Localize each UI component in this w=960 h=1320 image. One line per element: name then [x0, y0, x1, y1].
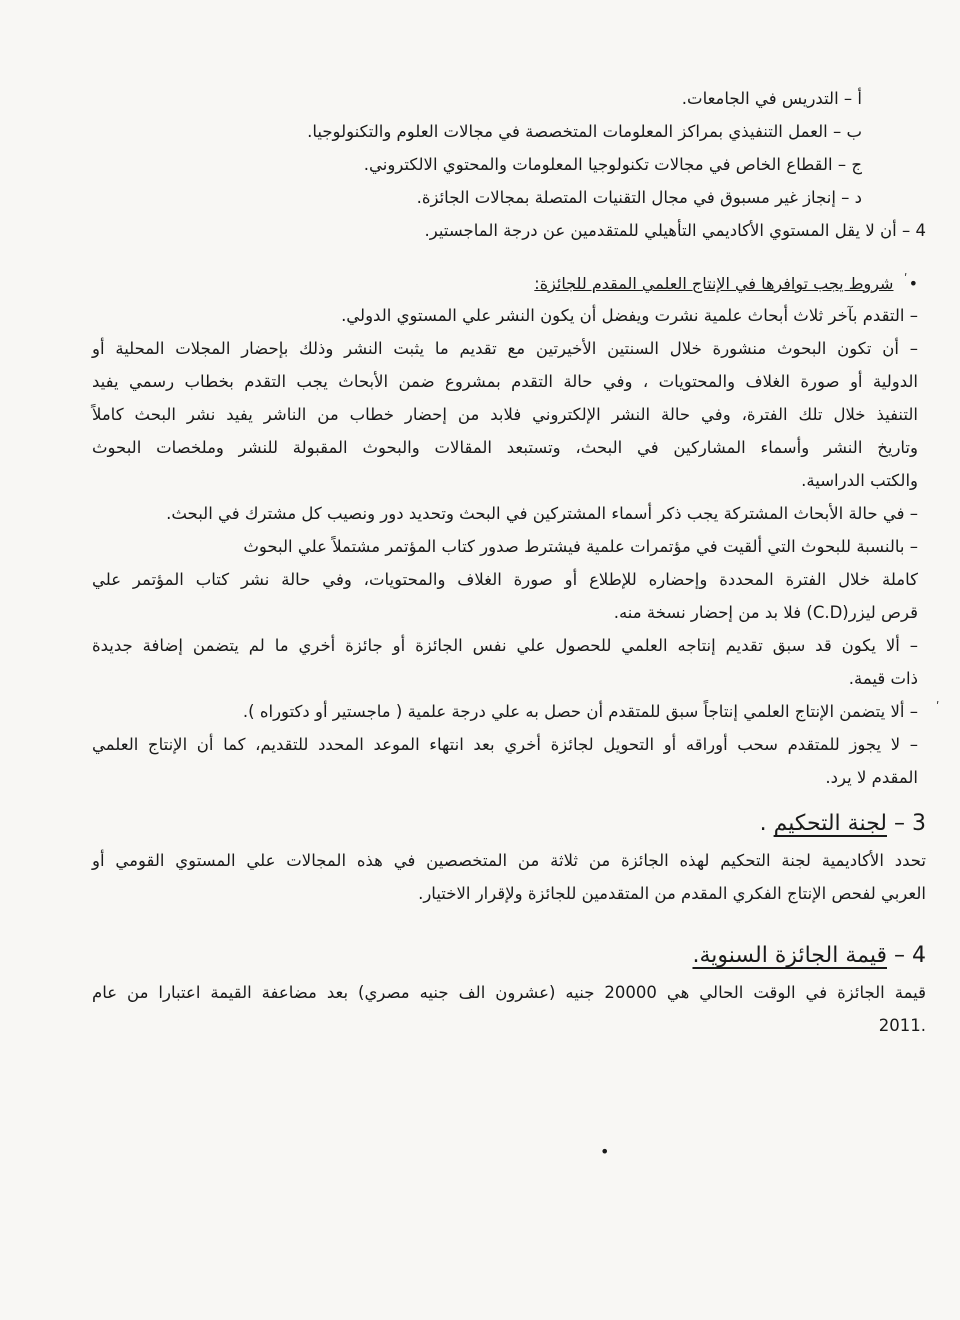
condition-3: – في حالة الأبحاث المشتركة يجب ذكر أسماء المشتركين في البحث وتحديد دور ونصيب كل مشترك في البحث. — [166, 504, 918, 523]
criteria-item-b: ب – العمل التنفيذي بمراكز المعلومات المتخصصة في مجالات العلوم والتكنولوجيا. — [307, 122, 862, 141]
condition-4-line-3: قرص ليزر(C.D) فلا بد من إحضار نسخة منه. — [613, 603, 918, 622]
section-4-line-2: .2011 — [878, 1016, 926, 1035]
stray-dot-mark: • — [600, 1142, 610, 1161]
condition-4-line-2: كاملة خلال الفترة المحددة وإحضاره للإطلاع أو صورة الغلاف والمحتويات، وفي حالة نشر كتاب المؤتمر علي — [92, 570, 918, 589]
section-3-title: لجنة التحكيم — [773, 811, 887, 836]
condition-7-line-1: – لا يجوز للمتقدم سحب أوراقه أو التحويل لجائزة أخري بعد انتهاء الموعد المحدد للتقديم، كما أن الإنتاج العلمي — [92, 735, 918, 754]
section-4-title: قيمة الجائزة السنوية. — [692, 943, 887, 968]
stray-tick-mark-2: ʹ — [936, 700, 940, 714]
conditions-heading — [92, 269, 926, 299]
condition-6: – ألا يتضمن الإنتاج العلمي إنتاجاً سبق للمتقدم أن حصل به علي درجة علمية ( ماجستير أو دكتوراه ). — [242, 702, 918, 721]
stray-tick-mark: ʹ — [904, 272, 908, 286]
condition-1: – التقدم بآخر ثلاث أبحاث علمية نشرت ويفضل أن يكون النشر علي المستوي الدولي. — [341, 306, 918, 325]
section-4-heading — [92, 936, 926, 976]
section-4-line-1: قيمة الجائزة في الوقت الحالي هي 20000 جنيه (عشرون الف جنيه مصري) بعد مضاعفة القيمة اعتبارا من عام — [92, 983, 926, 1002]
condition-5-line-2: ذات قيمة. — [848, 669, 918, 688]
condition-2-line-2: الدولية أو صورة الغلاف والمحتويات ، وفي حالة التقدم بمشروع ضمن الأبحاث يجب التقدم بخطاب رسمي يفيد — [92, 372, 918, 391]
criteria-item-d: د – إنجاز غير مسبوق في مجال التقنيات المتصلة بمجالات الجائزة. — [416, 188, 862, 207]
condition-2-line-1: – أن تكون البحوث منشورة خلال السنتين الأخيرتين مع تقديم ما يثبت النشر وذلك بإحضار المجلات المحلية أو — [92, 339, 918, 358]
bullet-icon: • — [908, 274, 918, 293]
conditions-list — [92, 299, 926, 794]
section-3-period: . — [759, 811, 767, 836]
section-3-number: 3 – — [894, 811, 926, 836]
condition-2-line-5: والكتب الدراسية. — [801, 471, 918, 490]
criteria-list — [92, 82, 926, 247]
condition-5-line-1: – ألا يكون قد سبق تقديم إنتاجه العلمي للحصول علي نفس الجائزة أو جائزة أخري ما لم يتضمن إضافة جديدة — [92, 636, 918, 655]
section-3-line-2: العربي لفحص الإنتاج الفكري المقدم من المتقدمين للجائزة ولإقرار الاختيار. — [418, 884, 926, 903]
criteria-item-a: أ – التدريس في الجامعات. — [681, 89, 862, 108]
section-4-number: 4 – — [894, 943, 926, 968]
conditions-heading-text: شروط يجب توافرها في الإنتاج العلمي المقدم للجائزة: — [534, 274, 894, 293]
criteria-item-c: ج – القطاع الخاص في مجالات تكنولوجيا المعلومات والمحتوي الالكتروني. — [363, 155, 862, 174]
condition-7-line-2: المقدم لا يرد. — [825, 768, 918, 787]
condition-2-line-4: وتاريخ النشر وأسماء المشاركين في البحث، وتستبعد المقالات والبحوث المقبولة للنشر وملخصات البحوث — [92, 438, 918, 457]
criteria-item-4: 4 – أن لا يقل المستوي الأكاديمي التأهيلي للمتقدمين عن درجة الماجستير. — [424, 221, 926, 240]
condition-4-line-1: – بالنسبة للبحوث التي ألقيت في مؤتمرات علمية فيشترط صدور كتاب المؤتمر مشتملاً علي البحوث — [243, 537, 918, 556]
section-3-line-1: تحدد الأكاديمية لجنة التحكيم لهذه الجائزة من ثلاثة من المتخصصين في هذه المجالات علي المستوي القومي أو — [92, 851, 926, 870]
section-3-heading — [92, 804, 926, 844]
condition-2-line-3: التنفيذ خلال تلك الفترة، وفي حالة النشر الإلكتروني فلابد من إحضار خطاب من الناشر يفيد نشر البحث كاملاً — [92, 405, 918, 424]
